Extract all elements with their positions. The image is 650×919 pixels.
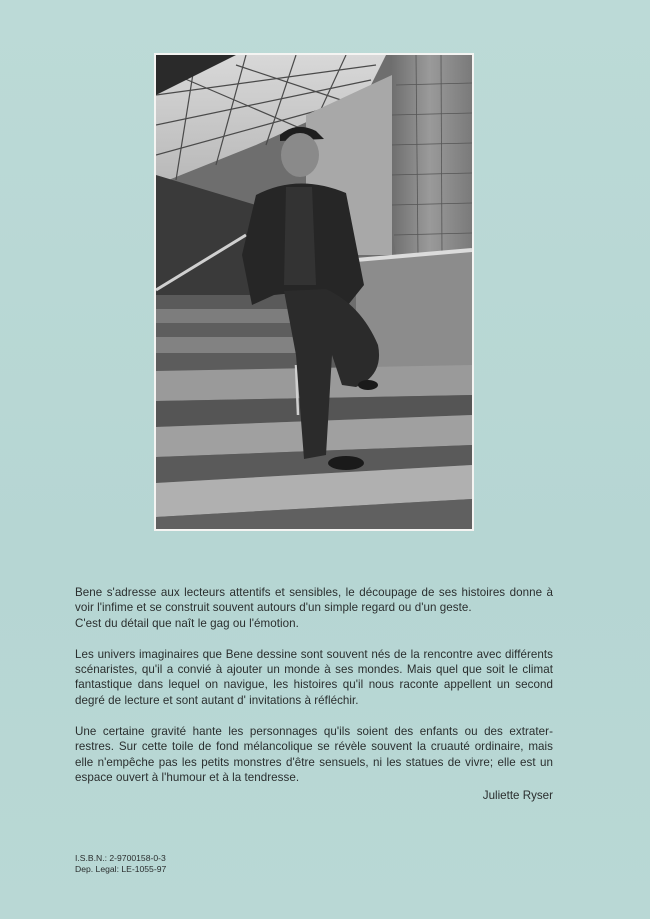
isbn-line: I.S.B.N.: 2-9700158-0-3: [75, 853, 166, 863]
paragraph-2: Les univers imaginaires que Bene dessine sont souvent nés de la rencontre avec différents scénaristes, qu'il a convié à ajouter un monde à ses mondes. Mais quel que soit le climat fantastique dans lequel on navigue, les histoires qu'il nous raconte appellent un second degré de lecture et sont autant d' invitations à réfléchir.: [75, 647, 553, 707]
author-photo: [154, 53, 474, 531]
colophon: [75, 853, 166, 874]
author-signature: Juliette Ryser: [482, 789, 553, 802]
legal-deposit-line: Dep. Legal: LE-1055-97: [75, 863, 167, 874]
paragraph-1: Bene s'adresse aux lecteurs attentifs et sensibles, le découpage de ses histoires donne à voir l'infime et se construit souvent autours d'un simple regard ou d'un geste.: [75, 586, 553, 615]
paragraph-3: Une certaine gravité hante les personnages qu'ils soient des enfants ou des extrater-restres. Sur cette toile de fond mélancolique se révèle souvent la cruauté ordinaire, mais elle n'empêche pas les petits monstres d'être sensuels, ni les statues de vivre; elle est un espace ouvert à l'humour et à la tendresse.: [75, 725, 553, 784]
back-cover-text: [75, 585, 553, 801]
paragraph-1b: C'est du détail que naît le gag ou l'émotion.: [75, 616, 299, 630]
author-photo-on-staircase-icon: [156, 55, 472, 529]
